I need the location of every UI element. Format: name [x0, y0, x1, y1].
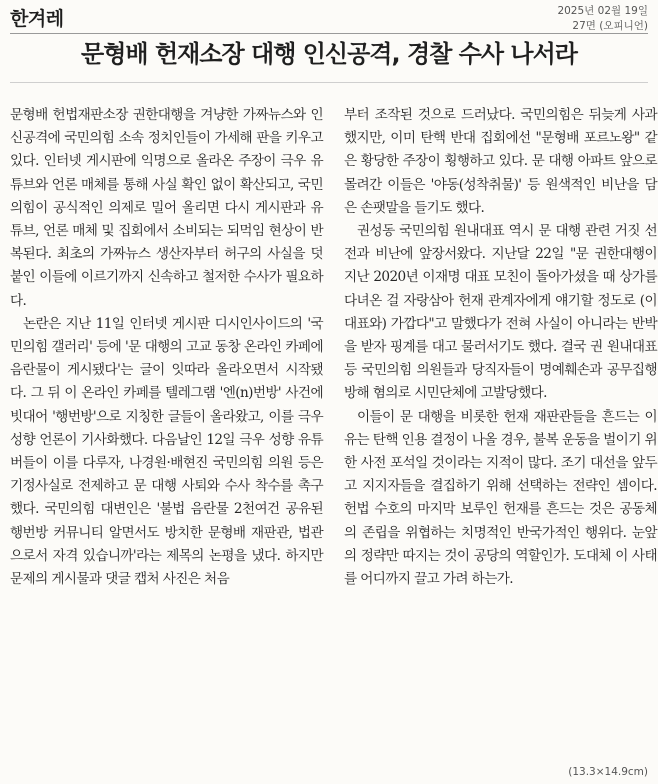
- paragraph: 부터 조작된 것으로 드러났다. 국민의힘은 뒤늦게 사과했지만, 이미 탄핵 반대 집회에선 "문형배 포르노왕" 같은 황당한 주장이 횡행하고 있다. 문 대행 아파트 앞으로 몰려간 이들은 '야동(성착취물)' 등 원색적인 비난을 담은 손팻말을 들기도 했다.: [344, 107, 657, 216]
- paragraph: 문형배 헌법재판소장 권한대행을 겨냥한 가짜뉴스와 인신공격에 국민의힘 소속 정치인들이 가세해 판을 키우고 있다. 인터넷 게시판에 익명으로 올라온 주장이 극우 유튜브와 언론 매체를 통해 사실 확인 없이 확산되고, 국민의힘이 공식적인 의제로 밀어 올리면 다시 게시판과 유튜브, 언론 매체 및 집회에서 소비되는 되먹임 현상이 반복된다. 최초의 가짜뉴스 생산자부터 허구의 사실을 덧붙인 이들에 이르기까지 신속하고 철저한 수사가 필요하다.: [10, 107, 323, 309]
- paragraph: 권성동 국민의힘 원내대표 역시 문 대행 관련 거짓 선전과 비난에 앞장서왔다. 지난달 22일 "문 권한대행이 지난 2020년 이재명 대표 모친이 돌아가셨을 때 상가를 다녀온 걸 자랑삼아 헌재 관계자에게 얘기할 정도로 (이 대표와) 가깝다"고 말했다가 전혀 사실이 아니라는 반박을 받자 핑계를 대고 물러서기도 했다. 결국 권 원내대표 등 국민의힘 의원들과 당직자들이 명예훼손과 공무집행방해 혐의로 시민단체에 고발당했다.: [344, 223, 657, 402]
- issue-section: 27면 (오피니언): [572, 20, 648, 32]
- clipping-size-note: (13.3×14.9cm): [568, 766, 648, 778]
- paragraph: 논란은 지난 11일 인터넷 게시판 디시인사이드의 '국민의힘 갤러리' 등에 '문 대행의 고교 동창 온라인 카페에 음란물이 게시됐다'는 글이 잇따라 올라오면서 시작됐다. 그 뒤 이 온라인 카페를 텔레그램 '엔(n)번방' 사건에 빗대어 '행번방'으로 지칭한 글들이 올라왔고, 이를 극우 성향 언론이 기사화했다. 다음날인 12일 극우 성향 유튜버들이 이를 다루자, 나경원·배현진 국민의힘 의원 등은 기정사실로 전제하고 문 대행 사퇴와 수사 착수를 촉구했다. 국민의힘 대변인은 '불법 음란물 2천여건 공유된 행번방 커뮤니티 알면서도 방치한 문형배 재판관, 법관으로서 자격 있습니까'라는 제목의 논평을 냈다. 하지만 문제의 게시물과 댓글 캡처 사진은 처음: [10, 315, 323, 588]
- paragraph: 이들이 문 대행을 비롯한 헌재 재판관들을 흔드는 이유는 탄핵 인용 결정이 나올 경우, 불복 운동을 벌이기 위한 사전 포석일 것이라는 지적이 많다. 조기 대선을 앞두고 지지자들을 결집하기 위해 선택하는 전략인 셈이다. 헌법 수호의 마지막 보루인 헌재를 흔드는 것은 공동체의 존립을 위협하는 치명적인 반국가적인 행위다. 눈앞의 정략만 따지는 것이 공당의 역할인가. 도대체 이 사태를 어디까지 끌고 가려 하는가.: [344, 408, 657, 588]
- page-title: 문형배 헌재소장 대행 인신공격, 경찰 수사 나서라: [81, 40, 577, 68]
- article-column-left: [10, 104, 323, 591]
- issue-meta: [557, 4, 648, 34]
- newspaper-masthead: 한겨레: [10, 8, 64, 30]
- article-column-right: [344, 104, 657, 591]
- headline-divider: [10, 82, 648, 83]
- issue-date: 2025년 02월 19일: [557, 5, 648, 17]
- top-divider: [10, 33, 648, 34]
